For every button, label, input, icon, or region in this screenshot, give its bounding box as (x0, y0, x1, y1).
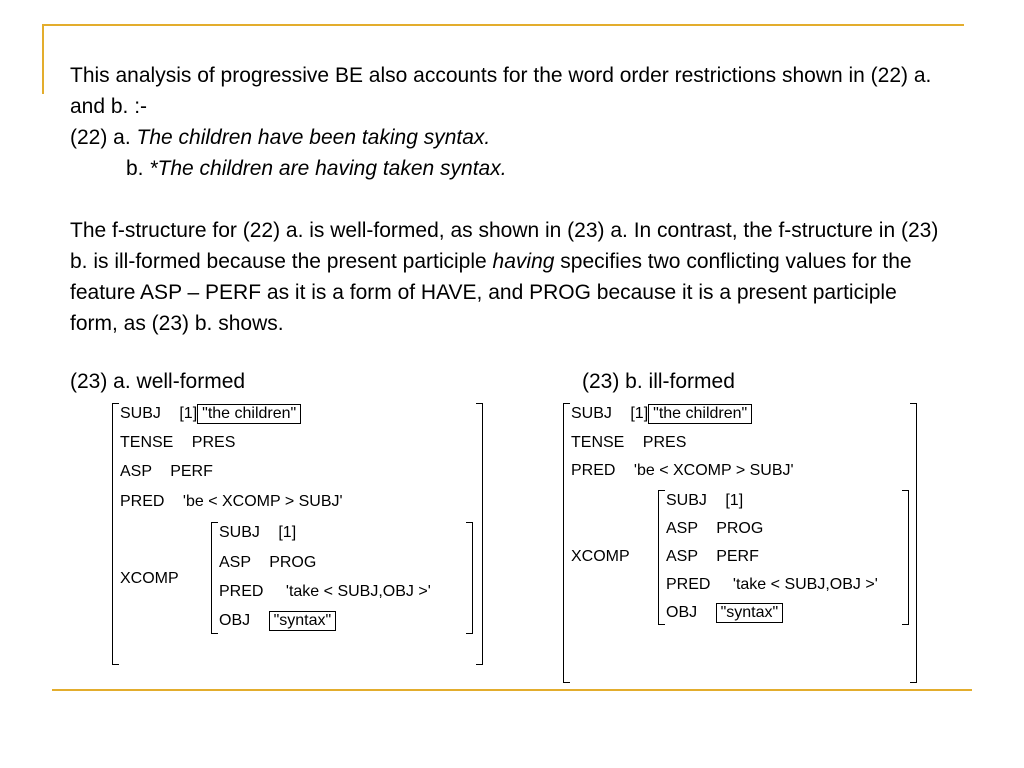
fs-a-tense-row (120, 433, 235, 453)
fs-b-xcomp-pred-value: 'take < SUBJ,OBJ >' (732, 576, 878, 593)
fs-b-xcomp-asp-prog-row (666, 519, 763, 539)
fs-b-xcomp-obj-attr: OBJ (666, 604, 698, 621)
fs-b-subj-row (571, 404, 752, 424)
fs-a-asp-attr: ASP (120, 463, 152, 480)
fs-b-xcomp-pred-attr: PRED (666, 576, 711, 593)
fs-a-xcomp-subj-attr: SUBJ (219, 524, 260, 541)
intro-paragraph: This analysis of progressive BE also accounts for the word order restrictions shown in (22) a. and b. :- (70, 64, 932, 118)
fs-a-xcomp-subj-row (219, 523, 296, 543)
slide-body (70, 60, 950, 339)
explanation-part2: specifies two conflicting values for the feature ASP – PERF as it is a form of HAVE, and PROG because it is a present participle form, as (23) b. shows. (70, 250, 912, 335)
fs-a-xcomp-obj-attr: OBJ (219, 612, 251, 629)
fs-a-xcomp-left-bracket (211, 522, 218, 634)
fs-b-xcomp-asp-perf-row (666, 547, 759, 567)
heading-23b: (23) b. ill-formed (582, 370, 735, 393)
fs-b-xcomp-attr: XCOMP (571, 548, 630, 565)
example-22a (70, 122, 950, 153)
fs-b-subj-attr: SUBJ (571, 405, 612, 422)
fs-a-xcomp-obj-value: "syntax" (269, 611, 337, 631)
fs-a-subj-index: [1] (179, 405, 198, 422)
explanation-part1: The f-structure for (22) a. is well-formed, as shown in (23) a. In contrast, the f-structure in (23) b. is ill-formed because the present participle (70, 219, 939, 273)
fs-a-xcomp-attr: XCOMP (120, 570, 179, 587)
example-22a-sentence: The children have been taking syntax. (136, 126, 491, 149)
fs-a-xcomp-asp-row (219, 553, 316, 573)
fs-a-subj-row (120, 404, 301, 424)
fs-b-pred-value: 'be < XCOMP > SUBJ' (633, 462, 794, 479)
example-22b-sentence: *The children are having taken syntax. (149, 157, 507, 180)
fs-a-tense-attr: TENSE (120, 434, 174, 451)
example-22a-label: (22) a. (70, 126, 137, 149)
fs-a-right-bracket (476, 403, 483, 665)
fs-a-xcomp-asp-value: PROG (269, 554, 317, 571)
fs-a-left-bracket (112, 403, 119, 665)
example-22b (70, 153, 950, 184)
fs-a-pred-attr: PRED (120, 493, 165, 510)
fs-a-subj-attr: SUBJ (120, 405, 161, 422)
left-accent-bar (42, 24, 44, 94)
fs-b-xcomp-right-bracket (902, 490, 909, 625)
fs-a-xcomp-right-bracket (466, 522, 473, 634)
fs-a-pred-value: 'be < XCOMP > SUBJ' (182, 493, 343, 510)
fs-a-xcomp-obj-row (219, 611, 336, 631)
fs-b-pred-row (571, 461, 794, 481)
fs-b-right-bracket (910, 403, 917, 683)
fs-a-asp-row (120, 462, 213, 482)
fs-b-xcomp-subj-attr: SUBJ (666, 492, 707, 509)
fs-b-tense-attr: TENSE (571, 434, 625, 451)
fs-b-xcomp-obj-value: "syntax" (716, 603, 784, 623)
fs-a-xcomp-asp-attr: ASP (219, 554, 251, 571)
fs-a-xcomp-pred-value: 'take < SUBJ,OBJ >' (285, 583, 431, 600)
fs-b-xcomp-asp1-value: PROG (716, 520, 764, 537)
fs-a-pred-row (120, 492, 343, 512)
fs-b-xcomp-asp2-value: PERF (716, 548, 759, 565)
fs-a-xcomp-pred-attr: PRED (219, 583, 264, 600)
spacer (70, 184, 950, 215)
fs-b-xcomp-subj-value: [1] (725, 492, 744, 509)
fs-b-subj-value: "the children" (648, 404, 752, 424)
fs-a-xcomp-subj-value: [1] (278, 524, 297, 541)
fs-a-asp-value: PERF (170, 463, 213, 480)
fs-a-tense-value: PRES (191, 434, 236, 451)
fs-b-left-bracket (563, 403, 570, 683)
example-22b-label: b. (126, 157, 150, 180)
top-rule (42, 24, 964, 26)
fs-b-xcomp-pred-row (666, 575, 878, 595)
fs-b-xcomp-asp2-attr: ASP (666, 548, 698, 565)
fs-b-xcomp-left-bracket (658, 490, 665, 625)
bottom-rule (52, 689, 972, 691)
fs-b-tense-row (571, 433, 686, 453)
explanation-paragraph (70, 215, 950, 339)
fs-a-subj-value: "the children" (197, 404, 301, 424)
fs-b-pred-attr: PRED (571, 462, 616, 479)
fs-b-xcomp-obj-row (666, 603, 783, 623)
fs-b-xcomp-subj-row (666, 491, 743, 511)
heading-23a: (23) a. well-formed (70, 370, 246, 393)
explanation-italic: having (492, 250, 555, 273)
fs-b-tense-value: PRES (642, 434, 687, 451)
fs-b-xcomp-asp1-attr: ASP (666, 520, 698, 537)
fs-a-xcomp-pred-row (219, 582, 431, 602)
fs-b-subj-index: [1] (630, 405, 649, 422)
